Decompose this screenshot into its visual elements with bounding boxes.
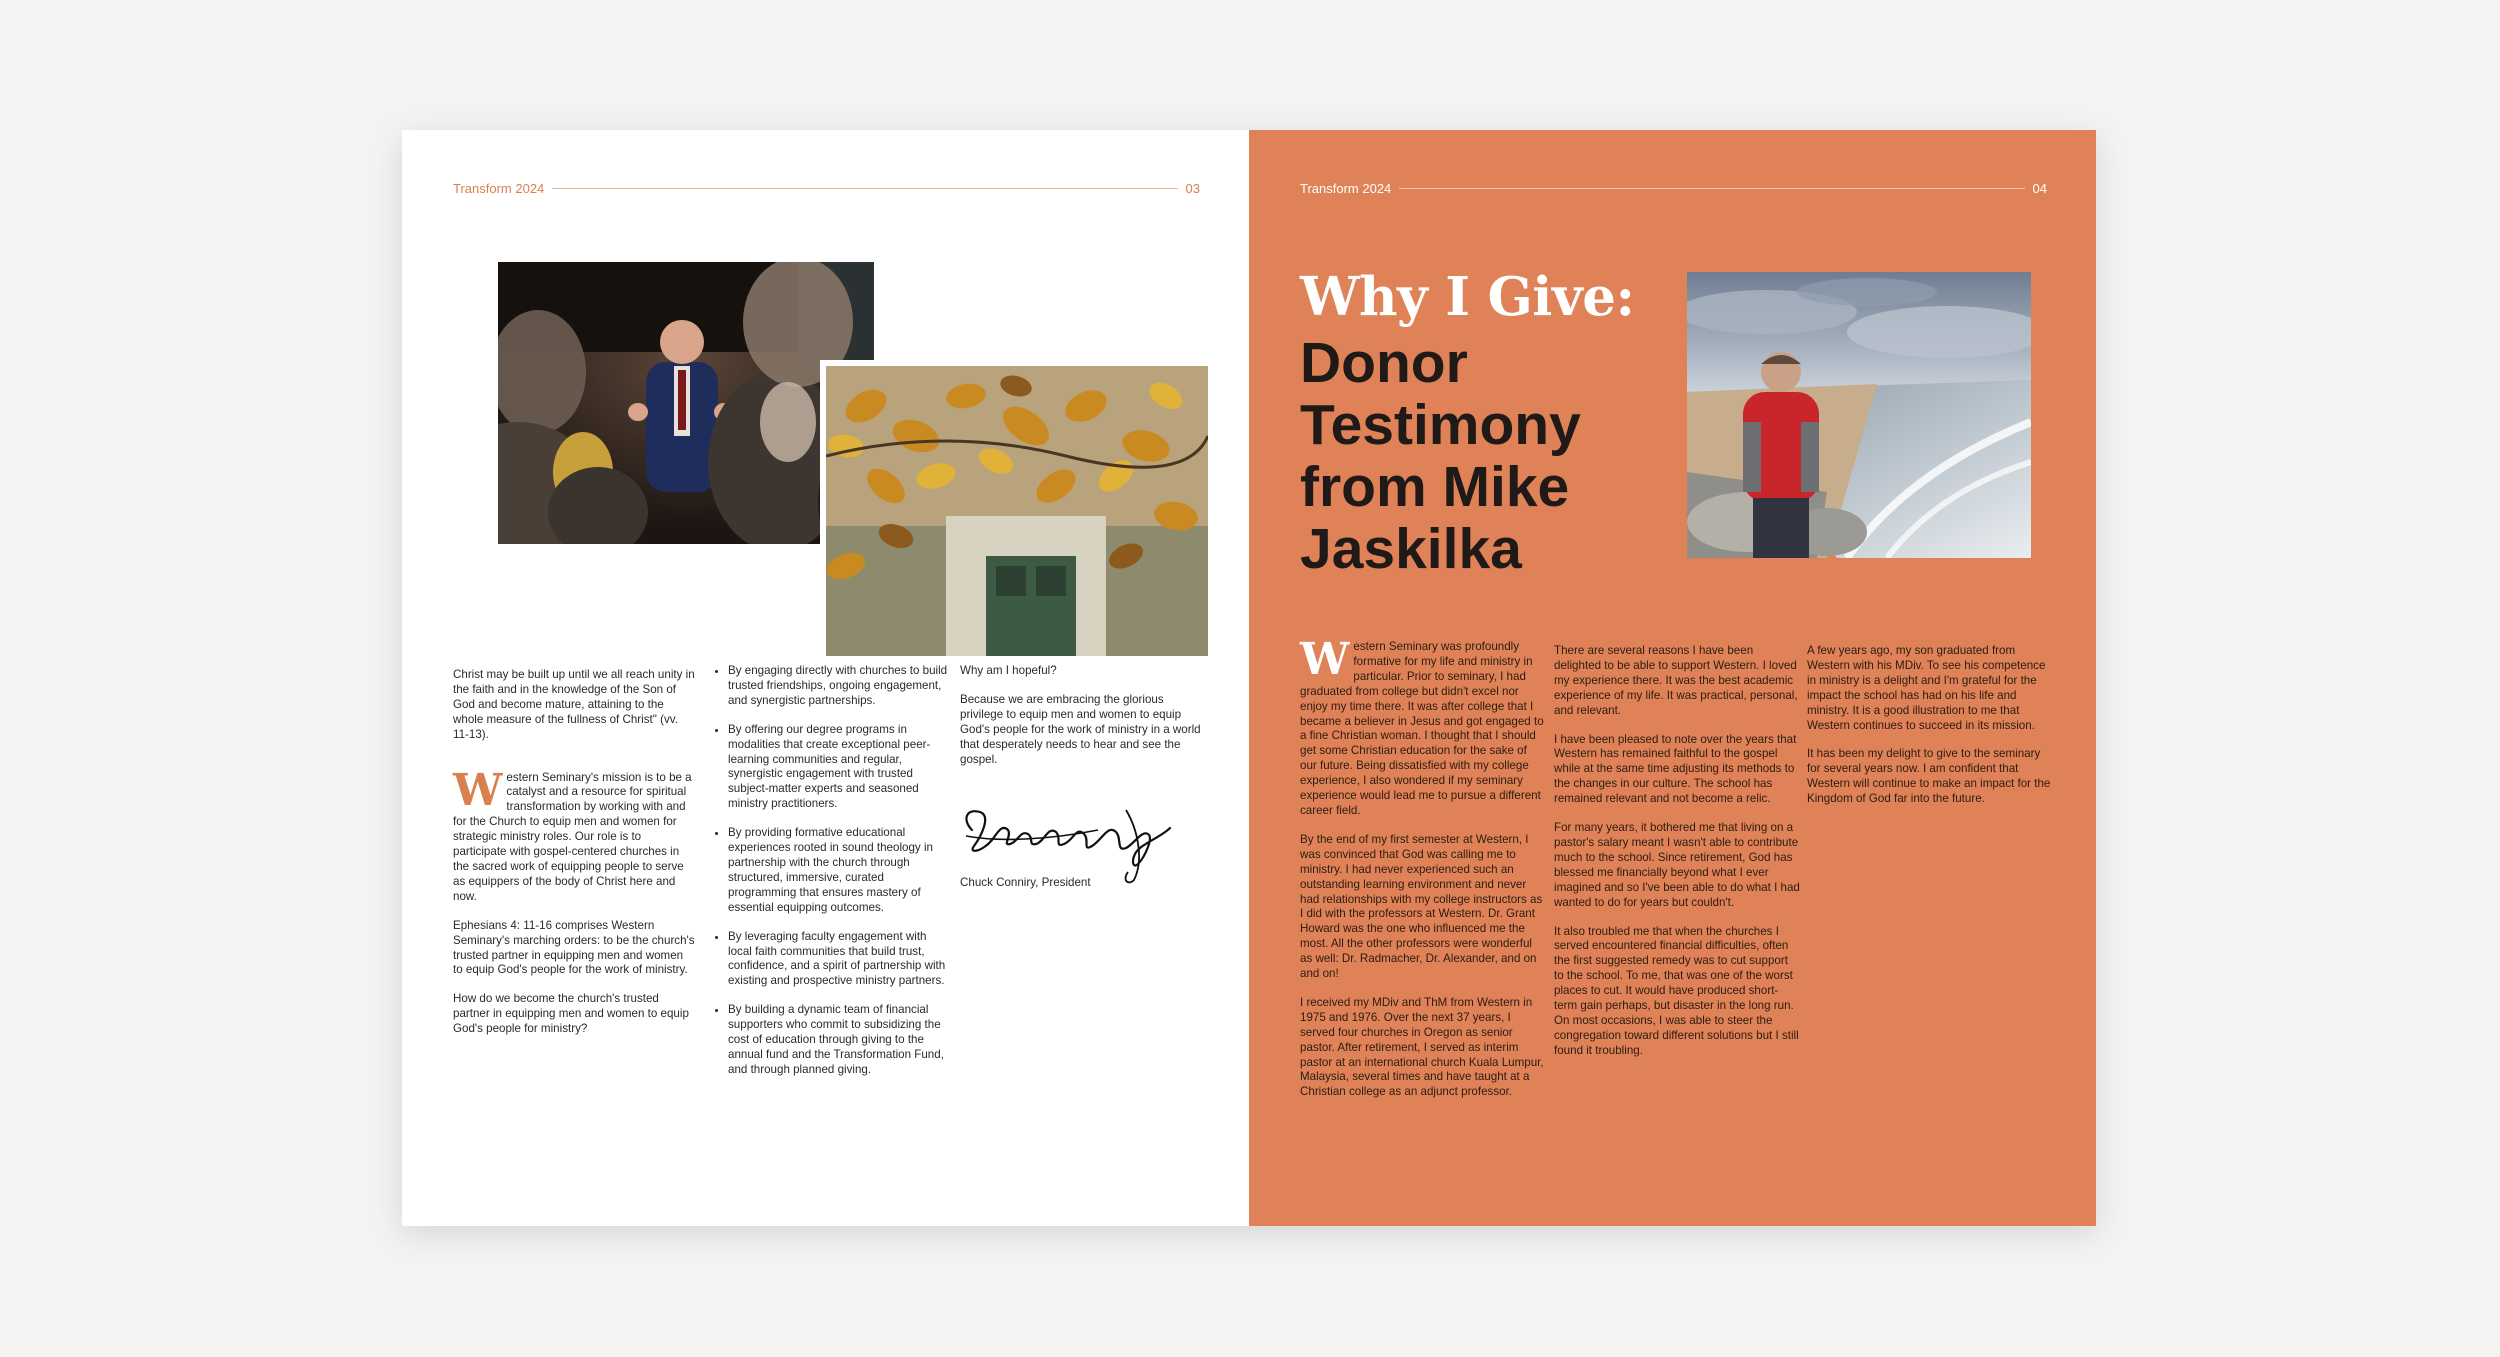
paragraph: Why am I hopeful? bbox=[960, 664, 1057, 677]
paragraph: For many years, it bothered me that living on a pastor's salary meant I wasn't able to contribute much to the school. Since retirement, God has blessed me financially beyond what I ever imagined and so I've been able to do what I had wanted to do for years but couldn't. bbox=[1554, 821, 1800, 909]
paragraph-with-dropcap bbox=[453, 764, 695, 905]
bullet-list bbox=[706, 664, 950, 1078]
header-title: Transform 2024 bbox=[1300, 180, 1392, 196]
paragraph: There are several reasons I have been delighted to be able to support Western. I loved my experience there. It was the best academic experience of my life. It was practical, personal, and relevant. bbox=[1554, 644, 1798, 717]
paragraph: Ephesians 4: 11-16 comprises Western Seminary's marching orders: to be the church's trusted partner in equipping men and women to equip God's people for the work of ministry. bbox=[453, 918, 695, 977]
paragraph: It has been my delight to give to the seminary for several years now. I am confident that Western will continue to make an impact for the Kingdom of God far into the future. bbox=[1807, 747, 2051, 806]
list-item: • By providing formative educational experiences rooted in sound theology in partnership with the church through structured, immersive, curated programming that ensures mastery of essential equipping outcomes. bbox=[728, 826, 950, 915]
paragraph: Because we are embracing the glorious privilege to equip men and women to equip God's people for the work of ministry in a world that desperately needs to hear and see the gospel. bbox=[960, 692, 1201, 766]
photo-speaker bbox=[498, 262, 874, 544]
photo-donor-beach bbox=[1687, 272, 2031, 558]
header-rule bbox=[1399, 188, 2024, 189]
paragraph-with-dropcap bbox=[1300, 634, 1544, 819]
left-column-3 bbox=[960, 664, 1208, 781]
page-header bbox=[453, 178, 1200, 198]
dropcap: W bbox=[453, 764, 503, 816]
right-column-3 bbox=[1807, 644, 2051, 821]
paragraph: By the end of my first semester at Western, I was convinced that God was calling me to ministry. I had never experienced such an outstanding learning environment and never had relationships with my college instructors as I did with the professors at Western. Dr. Grant Howard was the one who influenced me the most. All the other professors were wonderful as well: Dr. Radmacher, Dr. Alexander, and on and on! bbox=[1300, 832, 1543, 981]
headline-primary: Why I Give: bbox=[1300, 266, 1635, 328]
right-column-1 bbox=[1300, 634, 1544, 1114]
left-page bbox=[402, 130, 1249, 1226]
page-header bbox=[1300, 178, 2047, 198]
signature-caption: Chuck Conniry, President bbox=[960, 876, 1091, 889]
header-rule bbox=[552, 188, 1177, 189]
paragraph-text: estern Seminary's mission is to be a catalyst and a resource for spiritual transformation by working with and for the Church to equip men and women for strategic ministry roles. Our role is to participate with gospel-centered churches in the sacred work of equipping people to serve as equippers of the body of Christ here and now. bbox=[453, 770, 692, 903]
list-item: • By leveraging faculty engagement with local faith communities that build trust, confidence, and a spirit of partnership with existing and prospective ministry partners. bbox=[728, 930, 950, 990]
list-item: • By building a dynamic team of financial supporters who commit to subsidizing the cost of education through giving to the annual fund and the Transformation Fund, and through planned giving. bbox=[728, 1003, 950, 1078]
magazine-spread bbox=[402, 130, 2096, 1226]
right-page bbox=[1249, 130, 2096, 1226]
left-column-1 bbox=[453, 668, 695, 1051]
header-title: Transform 2024 bbox=[453, 180, 545, 196]
paragraph: I have been pleased to note over the years that Western has remained faithful to the gospel while at the same time adjusting its methods to the changes in our culture. The school has remained relevant and not become a relic. bbox=[1554, 732, 1797, 806]
page-number: 03 bbox=[1185, 180, 1200, 196]
list-item: • By offering our degree programs in modalities that create exceptional peer-learning communities and regular, synergistic engagement with trusted subject-matter experts and seasoned ministry practitioners. bbox=[728, 723, 950, 812]
signature-image bbox=[958, 790, 1188, 890]
paragraph: It also troubled me that when the churches I served encountered financial difficulties, often the first suggested remedy was to cut support to the school. To me, that was one of the worst places to cut. It would have produced short-term gain perhaps, but disaster in the long run. On most occasions, I was able to steer the congregation toward different solutions but I still found it troubling. bbox=[1554, 924, 1799, 1057]
paragraph-text: estern Seminary was profoundly formative for my life and ministry in particular. Prior to seminary, I had graduated from college but didn't excel nor enjoy my time there. It was after college that I became a believer in Jesus and got engaged to a fine Christian woman. I thought that I should get some Christian education for the sake of our future. Being dissatisfied with my college experience, I also wondered if my seminary experience would lead me to pursue a different career field. bbox=[1300, 640, 1544, 817]
left-column-2 bbox=[706, 664, 950, 1092]
headline-secondary: Donor Testimony from Mike Jaskilka bbox=[1300, 331, 1581, 581]
right-column-2 bbox=[1554, 644, 1800, 1073]
paragraph: How do we become the church's trusted partner in equipping men and women to equip God's people for ministry? bbox=[453, 992, 689, 1036]
list-item: • By engaging directly with churches to build trusted friendships, ongoing engagement, and synergistic partnerships. bbox=[728, 664, 950, 709]
photo-autumn-leaves bbox=[820, 360, 1208, 656]
paragraph: I received my MDiv and ThM from Western in 1975 and 1976. Over the next 37 years, I served four churches in Oregon as senior pastor. After retirement, I served as interim pastor at an international church Kuala Lumpur, Malaysia, several times and have taught at a Christian college as an adjunct professor. bbox=[1300, 995, 1544, 1099]
paragraph: Christ may be built up until we all reach unity in the faith and in the knowledge of the Son of God and become mature, attaining to the whole measure of the fullness of Christ" (vv. 11-13). bbox=[453, 668, 695, 741]
page-number: 04 bbox=[2032, 180, 2047, 196]
paragraph: A few years ago, my son graduated from Western with his MDiv. To see his competence in ministry is a delight and I'm grateful for the impact the school has had on his life and ministry. It is a good illustration to me that Western continues to succeed in its mission. bbox=[1807, 644, 2046, 732]
dropcap: W bbox=[1300, 634, 1350, 685]
